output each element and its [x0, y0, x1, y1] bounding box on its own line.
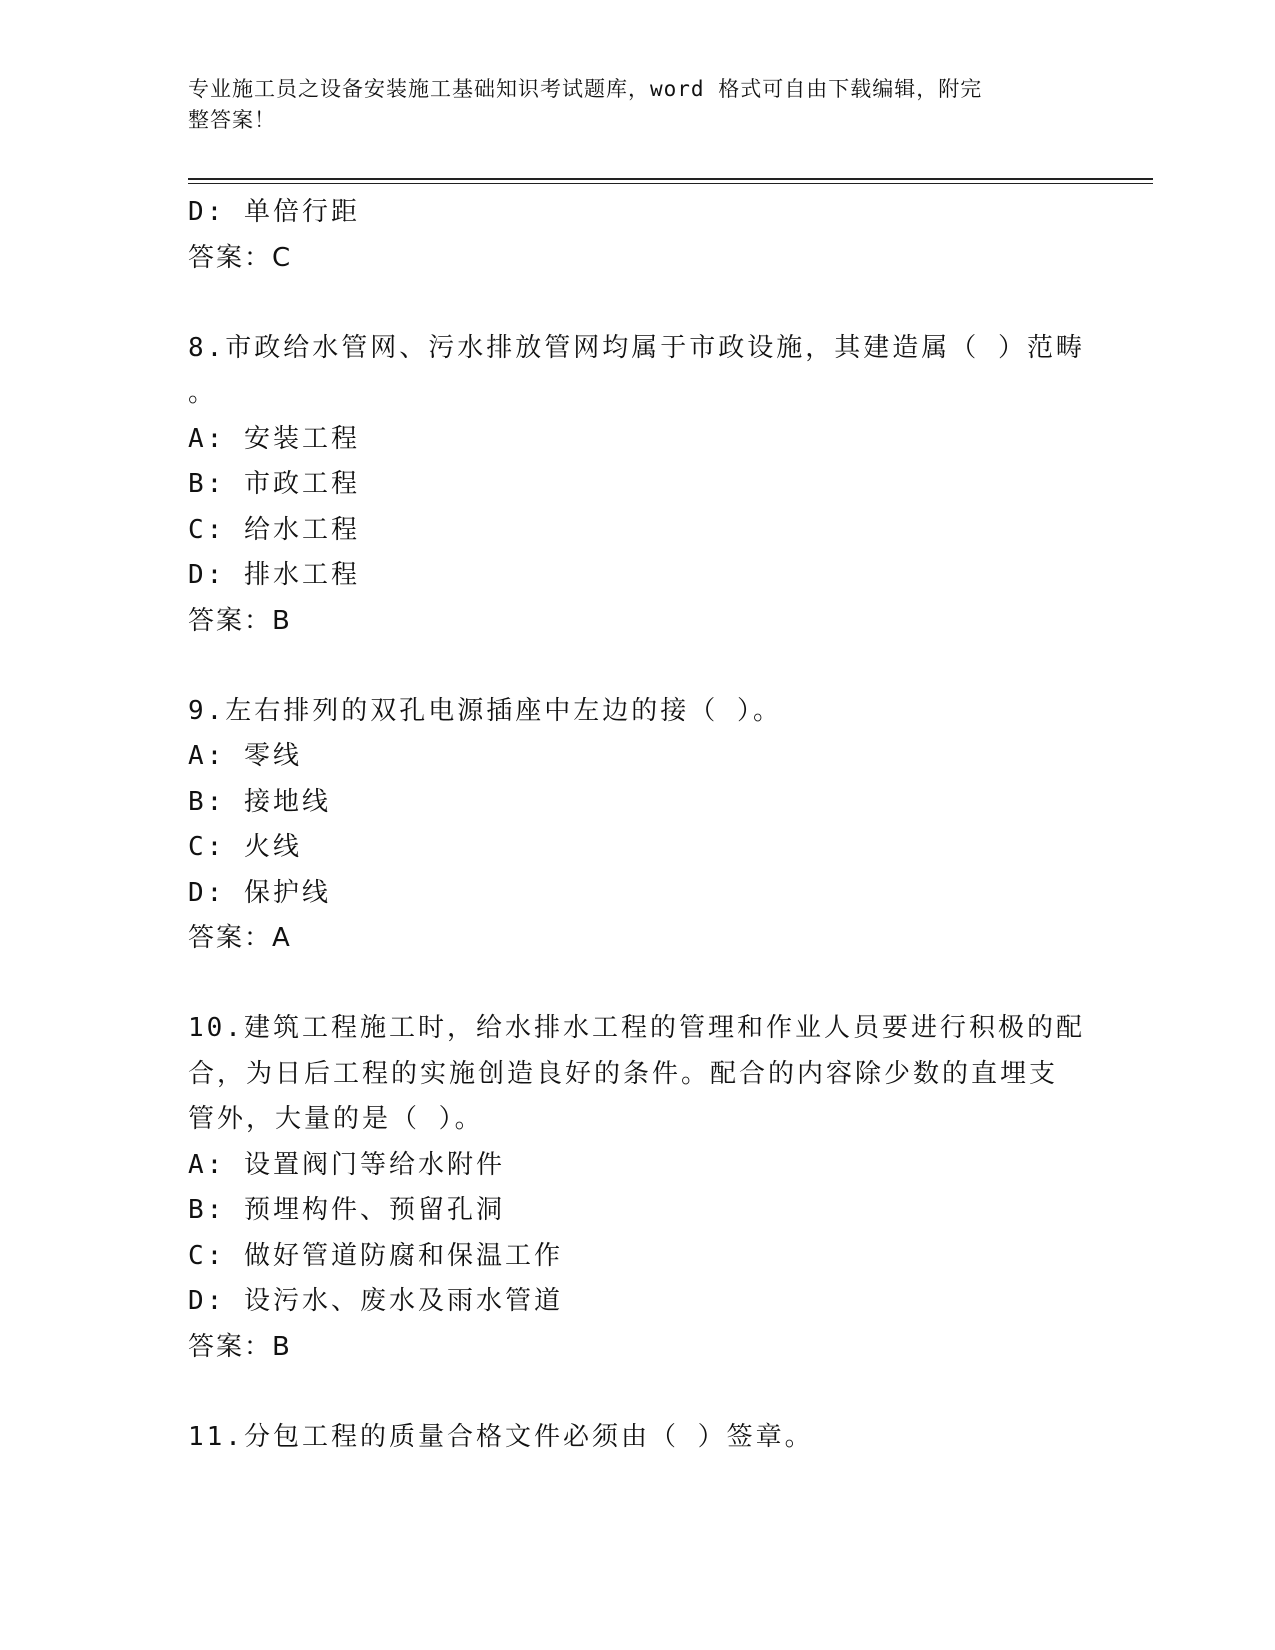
spacer: [188, 281, 1088, 326]
option-d: D: 设污水、废水及雨水管道: [188, 1286, 563, 1316]
answer: 答案：B: [188, 1331, 292, 1362]
spacer: [188, 644, 1088, 689]
option-c: C: 给水工程: [188, 514, 360, 545]
option-c: C: 火线: [188, 832, 302, 862]
option-a: A: 安装工程: [188, 423, 360, 454]
spacer: [188, 1370, 1088, 1415]
option-d: D: 保护线: [188, 877, 331, 908]
option-b: B: 市政工程: [188, 469, 360, 499]
stem-line: 10.建筑工程施工时，给水排水工程的管理和作业人员要进行积极的配: [188, 1013, 1085, 1043]
question-9: [188, 689, 1088, 962]
header-divider-thick: [188, 178, 1153, 180]
question-8: [188, 326, 1088, 644]
stem-line: 管外，大量的是（ ）。: [188, 1104, 484, 1134]
question-list: [188, 190, 1088, 1460]
option-a: A: 零线: [188, 741, 302, 771]
answer: 答案：C: [188, 242, 293, 273]
question-11: [188, 1415, 1088, 1461]
stem-line: 8.市政给水管网、污水排放管网均属于市政设施，其建造属（ ）范畴: [188, 332, 1085, 363]
question-10: [188, 1006, 1088, 1370]
header-line-1: 专业施工员之设备安装施工基础知识考试题库，word 格式可自由下载编辑，附完: [188, 77, 983, 101]
option-c: C: 做好管道防腐和保温工作: [188, 1240, 563, 1271]
option-b: B: 预埋构件、预留孔洞: [188, 1195, 505, 1225]
header-divider-thin: [188, 183, 1153, 184]
answer: 答案：B: [188, 605, 292, 636]
stem-line: 。: [188, 378, 218, 408]
question-stem: 9.左右排列的双孔电源插座中左边的接（ ）。: [188, 695, 782, 726]
spacer: [188, 961, 1088, 1006]
answer: 答案：A: [188, 923, 292, 953]
option-a: A: 设置阀门等给水附件: [188, 1149, 505, 1180]
option-d: D: 排水工程: [188, 560, 360, 590]
header-line-2: 整答案！: [188, 108, 276, 132]
stem-line: 合，为日后工程的实施创造良好的条件。配合的内容除少数的直埋支: [188, 1058, 1059, 1089]
question-stem: [188, 326, 1088, 417]
option-b: B: 接地线: [188, 786, 331, 817]
question-stem: 11.分包工程的质量合格文件必须由（ ）签章。: [188, 1421, 814, 1452]
question-stem: [188, 1006, 1088, 1143]
option-d: D: 单倍行距: [188, 197, 360, 227]
document-header: [188, 74, 1068, 136]
